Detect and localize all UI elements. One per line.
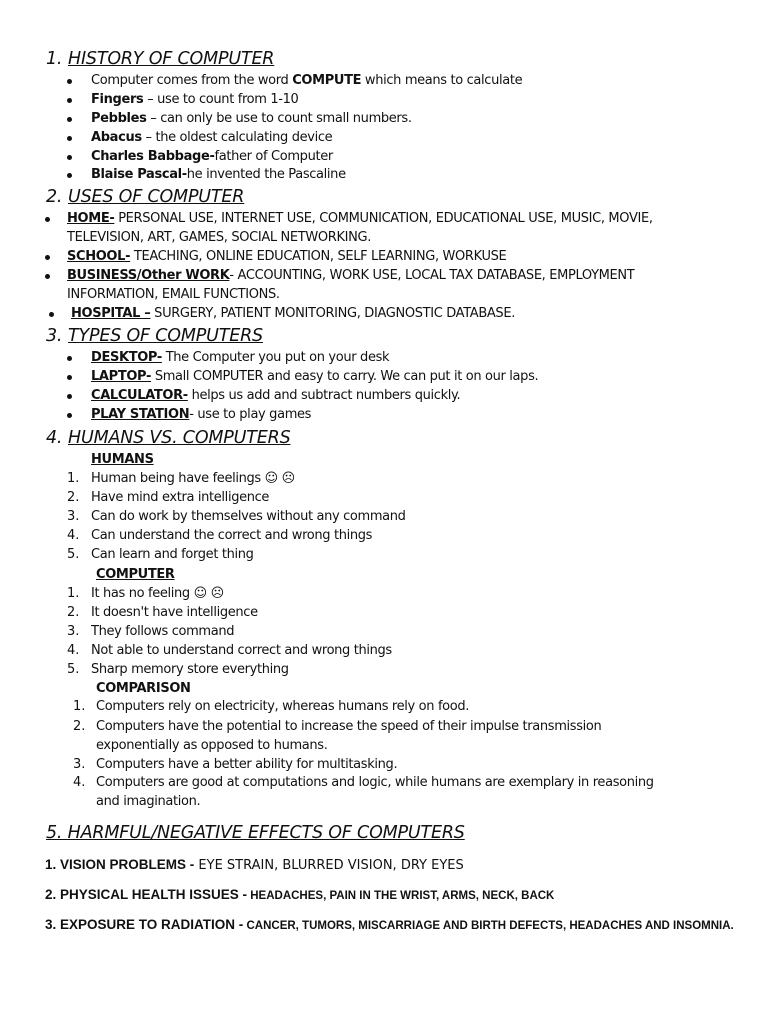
uses-item-text: SURGERY, PATIENT MONITORING, DIAGNOSTIC DATABASE. bbox=[150, 306, 515, 321]
types-item-key: LAPTOP- bbox=[91, 369, 152, 384]
history-item bbox=[91, 72, 522, 90]
uses-item-text: - ACCOUNTING, WORK USE, LOCAL TAX DATABASE, EMPLOYMENT bbox=[229, 268, 635, 283]
history-item-key: COMPUTE bbox=[292, 73, 362, 88]
bullet-dot bbox=[67, 117, 72, 122]
humans-item-number: 2. bbox=[67, 490, 80, 505]
section-4-title: HUMANS VS. COMPUTERS bbox=[68, 428, 291, 448]
bullet-dot bbox=[67, 155, 72, 160]
comparison-item: Computers have the potential to increase the speed of their impulse transmission bbox=[96, 719, 602, 734]
history-item bbox=[91, 110, 412, 128]
comparison-item: Computers are good at computations and logic, while humans are exemplary in reasoning bbox=[96, 775, 654, 790]
comparison-item-continued: exponentially as opposed to humans. bbox=[96, 738, 328, 753]
section-3-number: 3. bbox=[46, 326, 63, 346]
history-item bbox=[91, 148, 333, 166]
history-item bbox=[91, 166, 346, 184]
humans-item: Have mind extra intelligence bbox=[91, 490, 270, 505]
section-1-title: HISTORY OF COMPUTER bbox=[68, 49, 275, 69]
computer-item-number: 2. bbox=[67, 605, 80, 620]
history-item-text: – use to count from 1-10 bbox=[143, 92, 299, 107]
section-5-title: 5. HARMFUL/NEGATIVE EFFECTS OF COMPUTERS bbox=[46, 823, 465, 843]
effect-item-text: EYE STRAIN, BLURRED VISION, DRY EYES bbox=[194, 858, 464, 873]
bullet-dot bbox=[67, 413, 72, 418]
humans-item: Can learn and forget thing bbox=[91, 547, 254, 562]
types-item-text: The Computer you put on your desk bbox=[161, 350, 390, 365]
history-item-text: father of Computer bbox=[214, 149, 333, 164]
comparison-item-continued: and imagination. bbox=[96, 794, 201, 809]
history-item bbox=[91, 129, 332, 147]
section-2-title: USES OF COMPUTER bbox=[68, 187, 245, 207]
humans-item-number: 1. bbox=[67, 471, 80, 486]
comparison-item: Computers have a better ability for multitasking. bbox=[96, 757, 398, 772]
uses-item bbox=[67, 248, 506, 266]
comparison-item-number: 2. bbox=[73, 719, 86, 734]
computer-item: They follows command bbox=[91, 624, 235, 639]
comparison-item-number: 1. bbox=[73, 699, 86, 714]
comparison-item-number: 4. bbox=[73, 775, 86, 790]
section-5-heading bbox=[46, 822, 465, 844]
section-4-number: 4. bbox=[46, 428, 63, 448]
comparison-item: Computers rely on electricity, whereas humans rely on food. bbox=[96, 699, 470, 714]
types-item-text: helps us add and subtract numbers quickly. bbox=[187, 388, 461, 403]
computer-item-number: 4. bbox=[67, 643, 80, 658]
bullet-dot bbox=[67, 375, 72, 380]
bullet-dot bbox=[45, 255, 50, 260]
types-item-key: CALCULATOR- bbox=[91, 388, 188, 403]
uses-item-continued: TELEVISION, ART, GAMES, SOCIAL NETWORKING. bbox=[67, 230, 371, 245]
types-item bbox=[91, 368, 538, 386]
section-2-heading bbox=[46, 186, 244, 208]
uses-item bbox=[67, 267, 634, 285]
computer-item: It has no feeling ☺ ☹ bbox=[91, 586, 224, 601]
uses-item-key: BUSINESS/Other WORK bbox=[67, 268, 230, 283]
types-item-key: DESKTOP- bbox=[91, 350, 162, 365]
effect-item-key: 2. PHYSICAL HEALTH ISSUES - bbox=[45, 887, 248, 902]
bullet-dot bbox=[49, 312, 54, 317]
comparison-item-number: 3. bbox=[73, 757, 86, 772]
computer-subheading: COMPUTER bbox=[96, 567, 175, 582]
bullet-dot bbox=[67, 136, 72, 141]
bullet-dot bbox=[45, 274, 50, 279]
uses-item bbox=[71, 305, 515, 323]
uses-item-text: PERSONAL USE, INTERNET USE, COMMUNICATION, EDUCATIONAL USE, MUSIC, MOVIE, bbox=[114, 211, 653, 226]
effect-item-text: CANCER, TUMORS, MISCARRIAGE AND BIRTH DEFECTS, HEADACHES AND INSOMNIA. bbox=[243, 920, 734, 932]
history-item-key: Charles Babbage- bbox=[91, 149, 215, 164]
computer-item: Sharp memory store everything bbox=[91, 662, 289, 677]
types-item-key: PLAY STATION bbox=[91, 407, 190, 422]
history-item-key: Blaise Pascal- bbox=[91, 167, 187, 182]
history-item-text: Computer comes from the word bbox=[91, 73, 293, 88]
humans-item-number: 4. bbox=[67, 528, 80, 543]
effect-item bbox=[45, 916, 734, 935]
section-3-heading bbox=[46, 325, 263, 347]
humans-item: Can understand the correct and wrong things bbox=[91, 528, 373, 543]
history-item-key: Fingers bbox=[91, 92, 144, 107]
effect-item-key: 3. EXPOSURE TO RADIATION - bbox=[45, 917, 244, 932]
computer-item: It doesn't have intelligence bbox=[91, 605, 258, 620]
computer-item-number: 3. bbox=[67, 624, 80, 639]
humans-item: Can do work by themselves without any command bbox=[91, 509, 406, 524]
humans-item-number: 3. bbox=[67, 509, 80, 524]
history-item-text: – can only be use to count small numbers. bbox=[146, 111, 412, 126]
uses-item-key: SCHOOL- bbox=[67, 249, 131, 264]
computer-item-number: 5. bbox=[67, 662, 80, 677]
types-item bbox=[91, 406, 311, 424]
section-3-title: TYPES OF COMPUTERS bbox=[68, 326, 263, 346]
comparison-subheading: COMPARISON bbox=[96, 681, 191, 696]
computer-item: Not able to understand correct and wrong things bbox=[91, 643, 392, 658]
bullet-dot bbox=[45, 217, 50, 222]
humans-item: Human being have feelings ☺ ☹ bbox=[91, 471, 295, 486]
computer-item-number: 1. bbox=[67, 586, 80, 601]
section-1-number: 1. bbox=[46, 49, 63, 69]
uses-item-key: HOSPITAL – bbox=[71, 306, 151, 321]
bullet-dot bbox=[67, 173, 72, 178]
history-item-text: which means to calculate bbox=[361, 73, 523, 88]
bullet-dot bbox=[67, 356, 72, 361]
humans-item-number: 5. bbox=[67, 547, 80, 562]
effect-item bbox=[45, 856, 464, 875]
effect-item-text: HEADACHES, PAIN IN THE WRIST, ARMS, NECK, BACK bbox=[247, 890, 555, 902]
history-item-text: – the oldest calculating device bbox=[141, 130, 333, 145]
types-item-text: Small COMPUTER and easy to carry. We can put it on our laps. bbox=[151, 369, 539, 384]
effect-item-key: 1. VISION PROBLEMS - bbox=[45, 857, 195, 872]
section-4-heading bbox=[46, 427, 290, 449]
section-1-heading bbox=[46, 48, 274, 70]
humans-subheading: HUMANS bbox=[91, 452, 154, 467]
uses-item-key: HOME- bbox=[67, 211, 115, 226]
types-item bbox=[91, 349, 389, 367]
effect-item bbox=[45, 886, 554, 905]
types-item-text: - use to play games bbox=[189, 407, 312, 422]
uses-item bbox=[67, 210, 653, 228]
history-item-key: Pebbles bbox=[91, 111, 147, 126]
history-item bbox=[91, 91, 298, 109]
history-item-text: he invented the Pascaline bbox=[186, 167, 346, 182]
section-2-number: 2. bbox=[46, 187, 63, 207]
bullet-dot bbox=[67, 394, 72, 399]
bullet-dot bbox=[67, 79, 72, 84]
bullet-dot bbox=[67, 98, 72, 103]
uses-item-text: TEACHING, ONLINE EDUCATION, SELF LEARNING, WORKUSE bbox=[130, 249, 507, 264]
types-item bbox=[91, 387, 460, 405]
history-item-key: Abacus bbox=[91, 130, 142, 145]
uses-item-continued: INFORMATION, EMAIL FUNCTIONS. bbox=[67, 287, 280, 302]
